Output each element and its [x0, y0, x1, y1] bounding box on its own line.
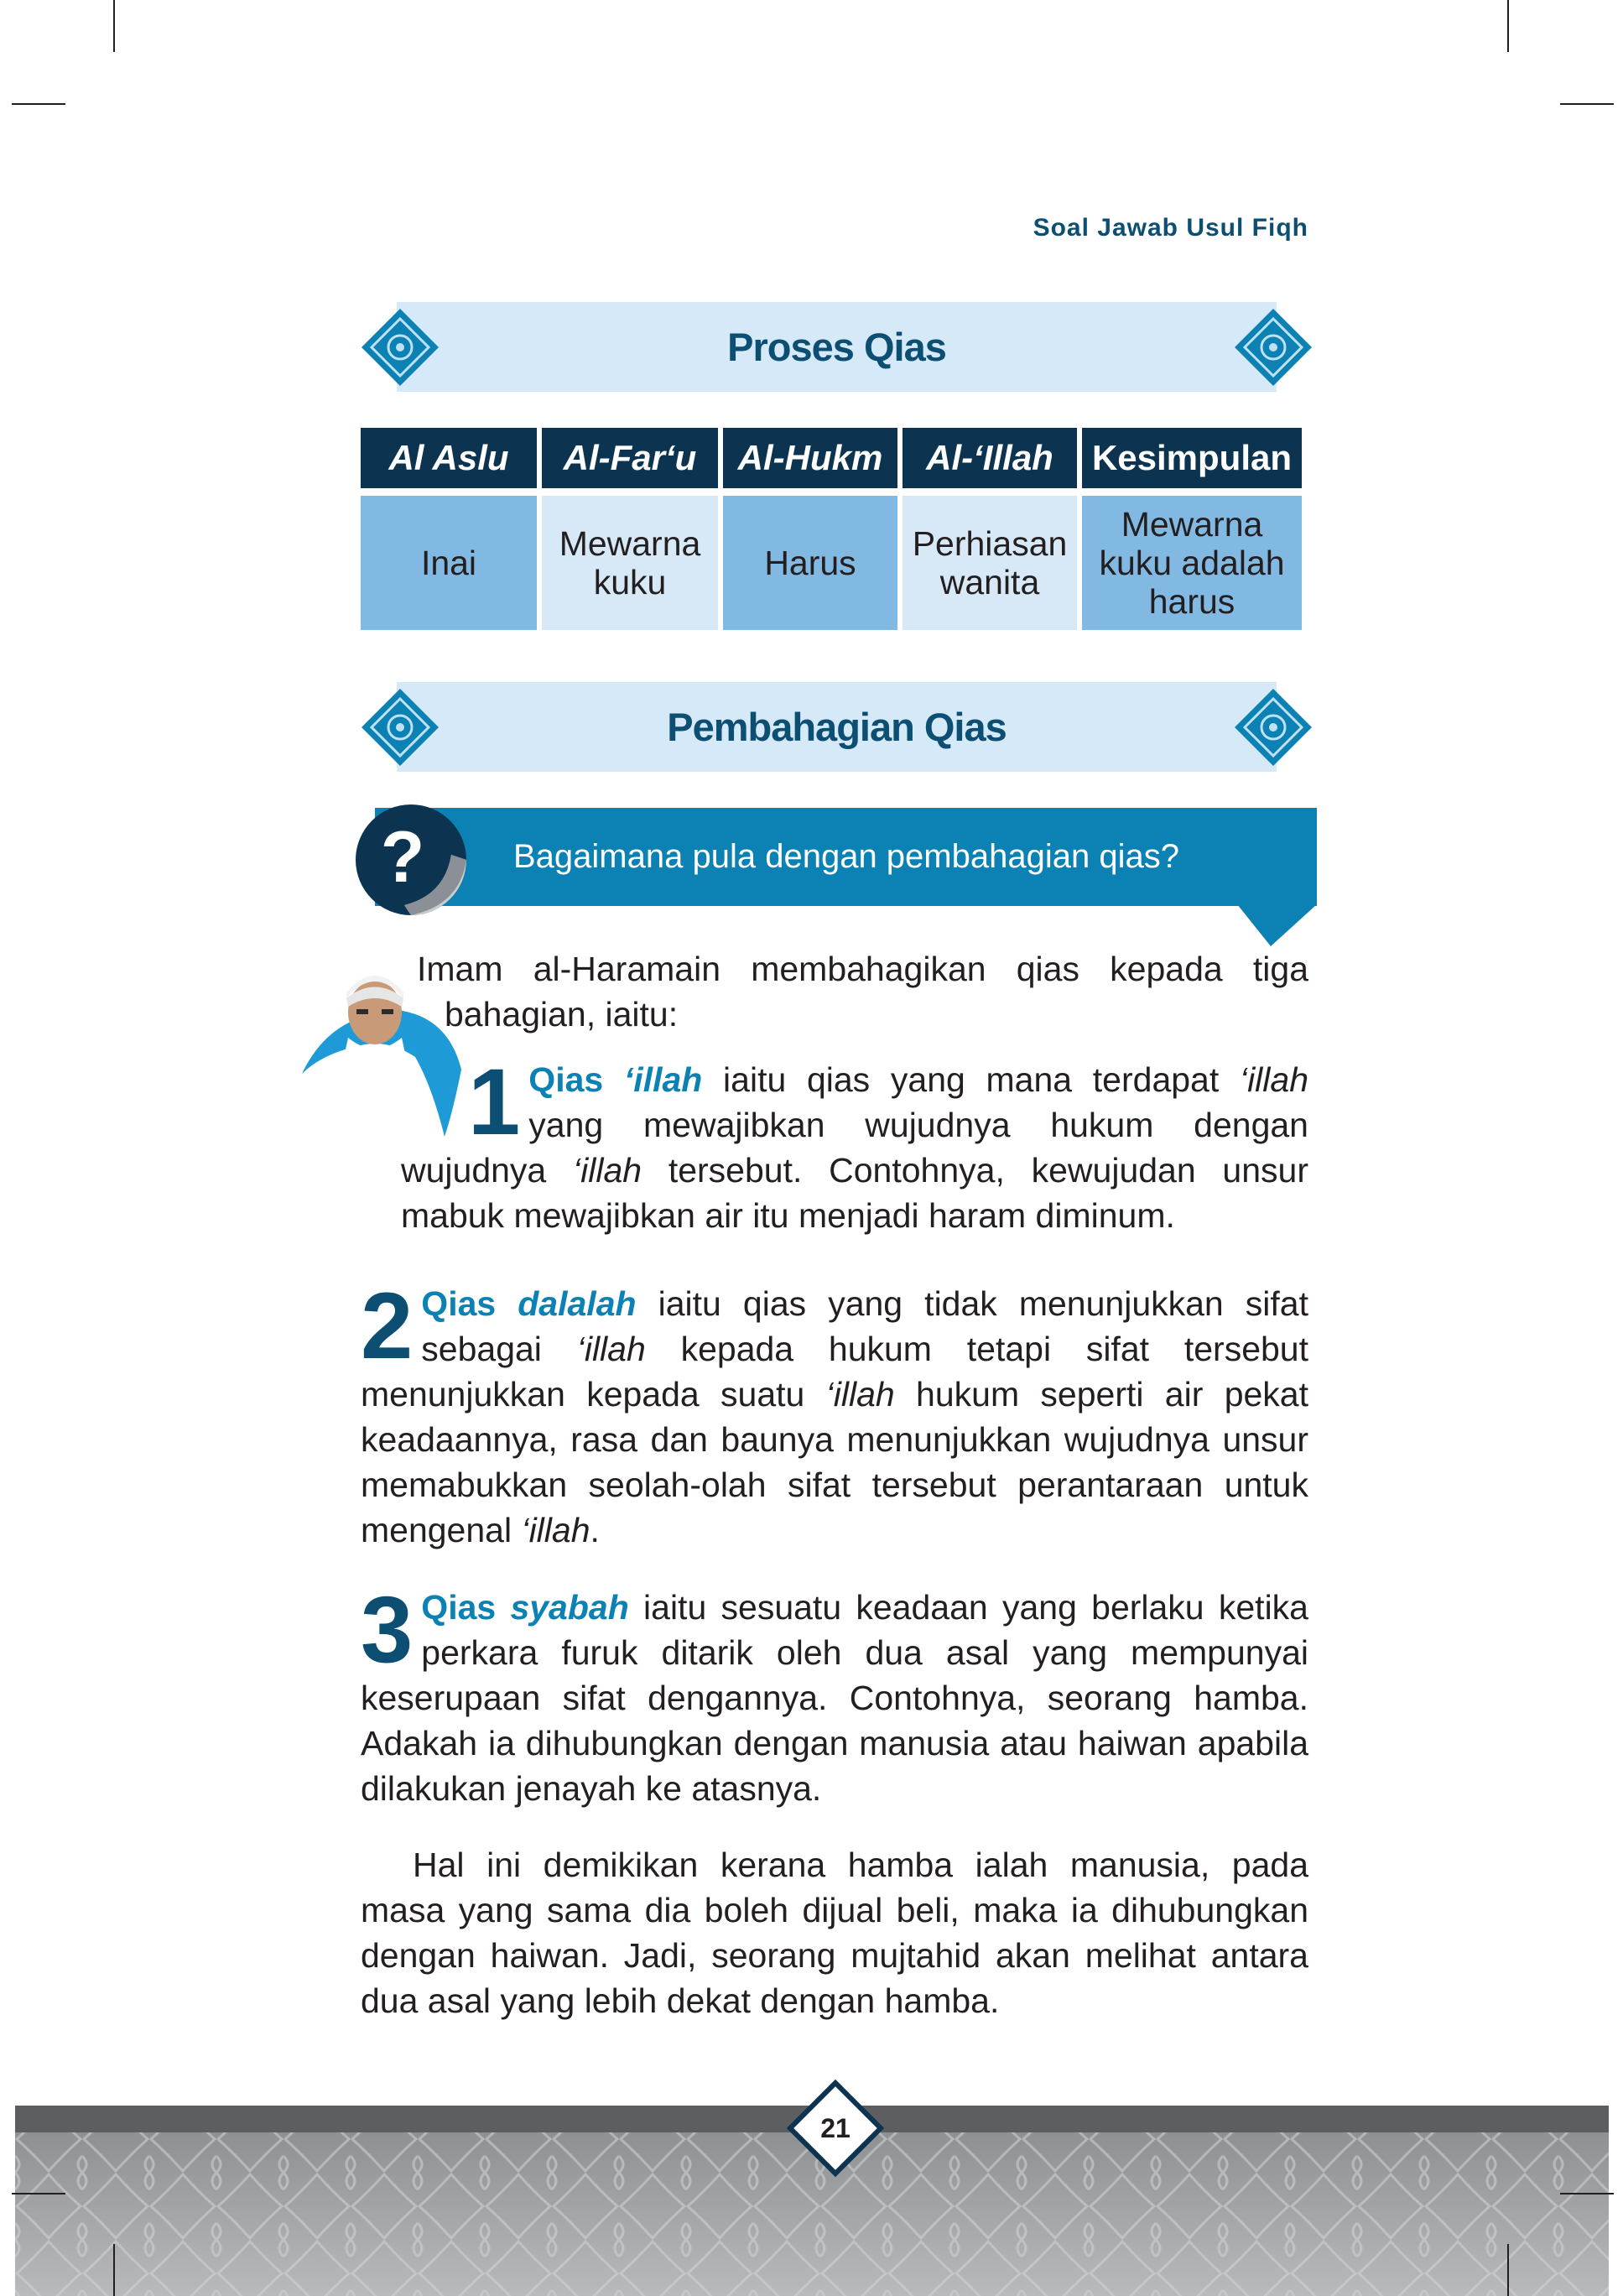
question-bar [375, 808, 1317, 906]
cell-line: Inai [420, 544, 477, 582]
crop-mark [1560, 103, 1614, 105]
cell-line: Mewarna [559, 524, 701, 563]
section-banner-proses-qias [365, 302, 1308, 392]
italic-term: ‘illah [576, 1330, 646, 1368]
section-title: Proses Qias [727, 325, 946, 369]
qias-type-3 [361, 1577, 1308, 1811]
section-banner-pembahagian-qias [365, 682, 1308, 772]
italic-term: ‘illah [825, 1375, 895, 1414]
cell-line: Harus [764, 544, 856, 582]
table-row [361, 488, 1302, 630]
term-label: Qias [421, 1588, 511, 1627]
italic-term: ‘illah [1239, 1060, 1309, 1099]
crop-mark [1507, 0, 1509, 52]
running-head: Soal Jawab Usul Fiqh [1033, 214, 1308, 242]
intro-line: Imam al-Haramain membahagikan qias kepada tiga [417, 950, 1308, 988]
qias-type-2 [361, 1273, 1309, 1553]
table-cell [903, 496, 1077, 630]
question-mark-icon [352, 801, 470, 919]
table-header-row [361, 428, 1302, 488]
item-number: 2 [361, 1273, 414, 1378]
cell-line: Perhiasan [912, 524, 1068, 563]
table-header-cell: Al-‘Illah [903, 428, 1077, 488]
crop-mark [12, 103, 65, 105]
closing-paragraph: Hal ini demikikan kerana hamba ialah manusia, pada masa yang sama dia boleh dijual beli, maka ia dihubungkan dengan haiwan. Jadi, seorang mujtahid akan melihat antara dua asal yang lebih dekat dengan hamba. [361, 1846, 1308, 2020]
crop-mark [12, 2193, 65, 2194]
paragraph-text: iaitu qias yang mana terdapat [702, 1060, 1240, 1099]
cell-line: harus [1148, 582, 1235, 621]
term-label-italic: syabah [510, 1588, 629, 1627]
question-badge-glyph: ? [380, 817, 425, 898]
paragraph-text: iaitu sesuatu keadaan yang berlaku ketika perkara furuk ditarik oleh dua asal yang mempunyai keserupaan sifat dengannya. Contohnya, seorang hamba. Adakah ia dihubungkan dengan manusia atau haiwan apabila dilakukan jenayah ke atasnya. [361, 1588, 1308, 1808]
crop-mark [1507, 2244, 1509, 2296]
italic-term: ‘illah [521, 1511, 590, 1549]
qias-type-1 [401, 1049, 1309, 1238]
cell-line: kuku [593, 563, 667, 601]
crop-mark [113, 0, 115, 52]
item-number: 3 [361, 1577, 414, 1682]
item-number: 1 [468, 1049, 521, 1154]
paragraph-text: kepada hukum tetapi sifat tersebut menunjukkan kepada suatu [361, 1330, 1309, 1414]
table-cell [1082, 496, 1302, 630]
table-header-cell: Al-Far‘u [542, 428, 718, 488]
paragraph-text: tersebut. Contohnya, kewujudan unsur mabuk mewajibkan air itu menjadi haram diminum. [401, 1151, 1308, 1235]
cell-line: wanita [939, 563, 1040, 601]
section-title: Pembahagian Qias [667, 705, 1007, 749]
question-text: Bagaimana pula dengan pembahagian qias? [513, 838, 1179, 875]
table-cell [723, 496, 897, 630]
table-cell [542, 496, 718, 630]
paragraph-text: yang mewajibkan wujudnya hukum dengan wujudnya [401, 1106, 1308, 1190]
italic-term: ‘illah [573, 1151, 642, 1190]
table-header-cell: Kesimpulan [1082, 428, 1302, 488]
term-label: Qias [528, 1060, 624, 1099]
proses-qias-table [361, 428, 1302, 630]
paragraph-text: hukum seperti air pekat keadaannya, rasa dan baunya menunjukkan wujudnya unsur memabukkan seolah-olah sifat tersebut perantaraan untuk mengenal [361, 1375, 1308, 1549]
intro-line: bahagian, iaitu: [445, 995, 679, 1033]
speech-tail-icon [1237, 904, 1317, 946]
crop-mark [113, 2244, 115, 2296]
paragraph-text: . [590, 1511, 600, 1549]
crop-mark [1560, 2193, 1614, 2194]
term-label-italic: dalalah [518, 1284, 637, 1323]
page-number: 21 [820, 2113, 851, 2143]
cell-line: Mewarna [1121, 505, 1263, 544]
intro-paragraph [417, 946, 1308, 1037]
table-header-cell: Al Aslu [361, 428, 537, 488]
cell-line: kuku adalah [1099, 544, 1285, 582]
table-cell [361, 496, 537, 630]
paragraph-text: iaitu qias yang tidak menunjukkan sifat sebagai [421, 1284, 1309, 1368]
term-label: Qias [421, 1284, 518, 1323]
term-label-italic: ‘illah [623, 1060, 703, 1099]
table-header-cell: Al-Hukm [723, 428, 897, 488]
